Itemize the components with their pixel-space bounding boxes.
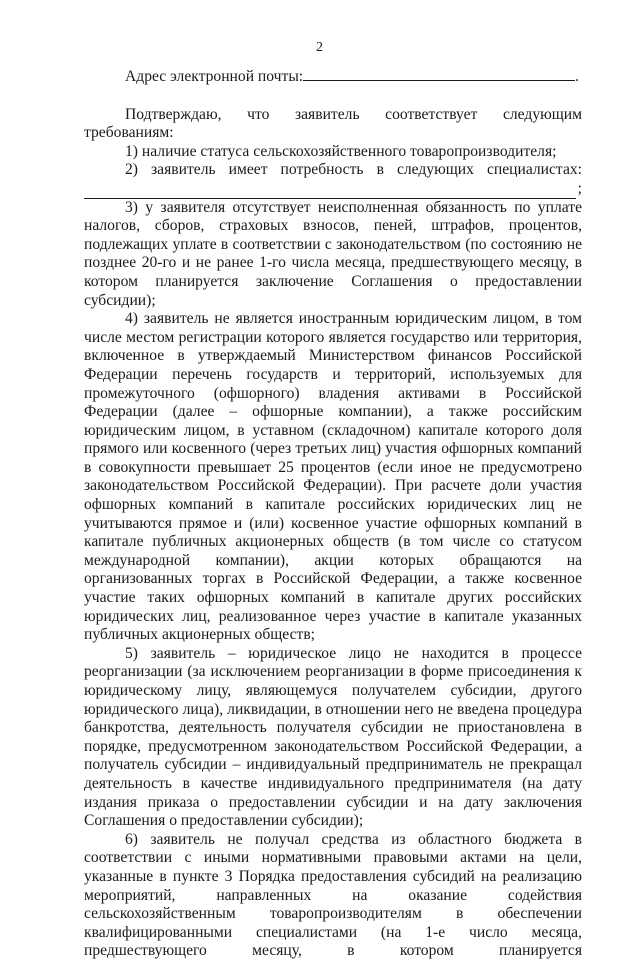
item-1: 1) наличие статуса сельскохозяйственного товаропроизводителя; <box>125 142 557 160</box>
email-label: Адрес электронной почты: <box>125 68 304 85</box>
item-5: 5) заявитель – юридическое лицо не находится в процессе реорганизации (за исключением реорганизации в форме присоединения к юридическому лицу, являющемуся получателем субсидии, другого юридического лица), ликвидации, в отношении него не введена процедура банкротства, деятельность получателя субсидии не приостановлена в порядке, предусмотренном законодательством Российской Федерации, а получатель субсидии – индивидуальный предприниматель не прекращал деятельность в качестве индивидуального предпринимателя (на дату издания приказа о предоставлении субсидии и на дату заключения Соглашения о предоставлении субсидии); <box>84 644 582 830</box>
item-2-end: ; <box>577 179 582 197</box>
spacer <box>84 87 582 106</box>
confirm-intro: Подтверждаю, что заявитель соответствует следующим требованиям: <box>84 105 582 142</box>
document-body <box>84 66 582 961</box>
email-blank <box>303 66 575 81</box>
page-number: 2 <box>316 40 323 55</box>
item-6: 6) заявитель не получал средства из областного бюджета в соответствии с иными нормативными правовыми актами на цели, указанные в пункте 3 Порядка предоставления субсидий на реализацию мероприятий, направленных на оказание содействия сельскохозяйственным товаропроизводителям в обеспечении квалифицированными специалистами (на 1-е число месяца, предшествующего месяцу, в котором планируется <box>84 830 582 960</box>
item-3: 3) у заявителя отсутствует неисполненная обязанность по уплате налогов, сборов, страховых взносов, пеней, штрафов, процентов, подлежащих уплате в соответствии с законодательством (по состоянию не позднее 20-го и не ранее 1-го числа месяца, предшествующего месяцу, в котором планируется заключение Соглашения о предоставлении субсидии); <box>84 198 582 309</box>
item-4: 4) заявитель не является иностранным юридическим лицом, в том числе местом регистрации которого является государство или территория, включенное в утверждаемый Министерством финансов Российской Федерации перечень государств и территорий, используемых для промежуточного (офшорного) владения активами в Российской Федерации (далее – офшорные компании), а также российским юридическим лицом, в уставном (складочном) капитале которого доля прямого или косвенного (через третьих лиц) участия офшорных компаний в совокупности превышает 25 процентов (если иное не предусмотрено законодательством Российской Федерации). При расчете доли участия офшорных компаний в капитале российских юридических лиц не учитываются прямое и (или) косвенное участие офшорных компаний в капитале публичных акционерных обществ (в том числе со статусом международной компании), акции которых обращаются на организованных торгах в Российской Федерации, а также косвенное участие таких офшорных компаний в капитале других российских юридических лиц, реализованное через участие в капитале указанных публичных акционерных обществ; <box>84 310 582 644</box>
item-2: 2) заявитель имеет потребность в следующих специалистах: <box>125 161 582 179</box>
email-end: . <box>575 68 580 85</box>
specialists-blank <box>84 180 582 199</box>
email-field-line <box>84 66 582 87</box>
